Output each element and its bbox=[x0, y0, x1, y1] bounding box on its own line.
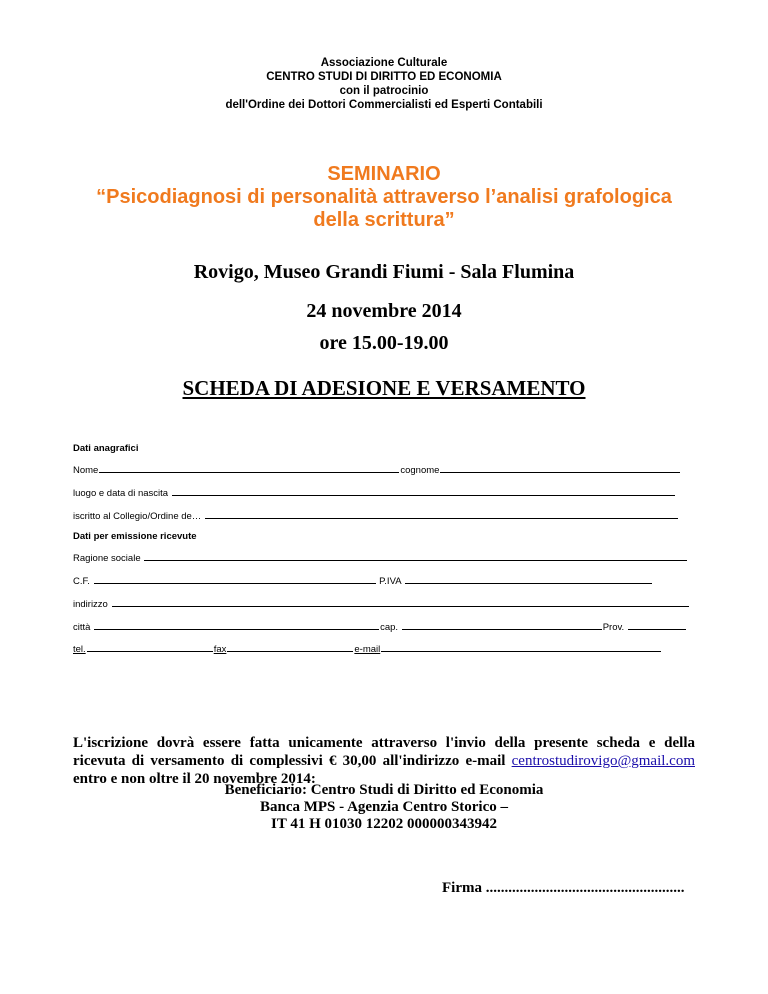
cap-label: cap. bbox=[380, 622, 399, 633]
iscritto-label: iscritto al Collegio/Ordine de… bbox=[73, 511, 202, 522]
signature-label: Firma bbox=[442, 880, 482, 896]
row-company bbox=[73, 553, 688, 564]
email-label: e-mail bbox=[354, 644, 381, 655]
signature-dots: ..................................................... bbox=[485, 880, 685, 896]
instructions-paragraph bbox=[73, 734, 695, 788]
nome-label: Nome bbox=[73, 465, 99, 476]
bank-details bbox=[0, 782, 768, 833]
organization-header bbox=[0, 56, 768, 112]
bank-branch: Banca MPS - Agenzia Centro Storico – bbox=[259, 799, 509, 815]
fax-label: fax bbox=[213, 644, 227, 655]
signature-line[interactable] bbox=[442, 880, 684, 897]
seminar-title-line1: “Psicodiagnosi di personalità attraverso l’analisi grafologica bbox=[96, 186, 672, 208]
center-name: CENTRO STUDI DI DIRITTO ED ECONOMIA bbox=[266, 71, 502, 83]
email-field[interactable] bbox=[381, 651, 661, 652]
form-title: SCHEDA DI ADESIONE E VERSAMENTO bbox=[182, 376, 586, 400]
order-name: dell'Ordine dei Dottori Commercialisti ed Esperti Contabili bbox=[225, 99, 543, 111]
prov-field[interactable] bbox=[628, 629, 686, 630]
piva-field[interactable] bbox=[405, 583, 652, 584]
seminar-title-line2: della scrittura” bbox=[313, 209, 455, 231]
row-tax bbox=[73, 576, 653, 587]
tel-label: tel. bbox=[73, 644, 86, 655]
event-place: Rovigo, Museo Grandi Fiumi - Sala Flumina bbox=[193, 261, 575, 283]
instructions-deadline: entro e non oltre il 20 novembre 2014: bbox=[73, 771, 316, 787]
luogo-label: luogo e data di nascita bbox=[73, 488, 169, 499]
nome-field[interactable] bbox=[99, 472, 399, 473]
iban: IT 41 H 01030 12202 000000343942 bbox=[271, 816, 497, 832]
piva-label: P.IVA bbox=[379, 576, 402, 587]
row-city bbox=[73, 622, 687, 633]
cf-field[interactable] bbox=[94, 583, 376, 584]
cf-label: C.F. bbox=[73, 576, 90, 587]
row-birth bbox=[73, 488, 676, 499]
section-personal-data: Dati anagrafici bbox=[73, 443, 139, 454]
event-time: ore 15.00-19.00 bbox=[319, 332, 449, 354]
row-contact bbox=[73, 644, 662, 655]
row-order bbox=[73, 511, 679, 522]
citta-field[interactable] bbox=[94, 629, 379, 630]
fax-field[interactable] bbox=[227, 651, 353, 652]
beneficiary: Beneficiario: Centro Studi di Diritto ed Economia bbox=[224, 782, 544, 798]
luogo-field[interactable] bbox=[172, 495, 675, 496]
prov-label: Prov. bbox=[602, 622, 625, 633]
instructions-text: L'iscrizione dovrà essere fatta unicamente attraverso l'invio della presente scheda e della ricevuta di versamento di complessivi € 30,00 all'indirizzo e-mail bbox=[73, 735, 695, 769]
tel-field[interactable] bbox=[87, 651, 213, 652]
cap-field[interactable] bbox=[402, 629, 602, 630]
association-label: Associazione Culturale bbox=[320, 57, 448, 69]
patronage-label: con il patrocinio bbox=[339, 85, 429, 97]
iscritto-field[interactable] bbox=[205, 518, 678, 519]
citta-label: città bbox=[73, 622, 91, 633]
seminar-label: SEMINARIO bbox=[327, 163, 441, 185]
event-date: 24 novembre 2014 bbox=[306, 300, 462, 322]
ragione-label: Ragione sociale bbox=[73, 553, 141, 564]
row-name bbox=[73, 465, 681, 476]
cognome-label: cognome bbox=[400, 465, 440, 476]
email-link[interactable]: centrostudirovigo@gmail.com bbox=[511, 753, 695, 769]
indirizzo-field[interactable] bbox=[112, 606, 689, 607]
cognome-field[interactable] bbox=[440, 472, 680, 473]
seminar-title-block bbox=[0, 163, 768, 232]
indirizzo-label: indirizzo bbox=[73, 599, 108, 610]
section-receipt-data: Dati per emissione ricevute bbox=[73, 531, 197, 542]
ragione-field[interactable] bbox=[144, 560, 687, 561]
row-address bbox=[73, 599, 690, 610]
